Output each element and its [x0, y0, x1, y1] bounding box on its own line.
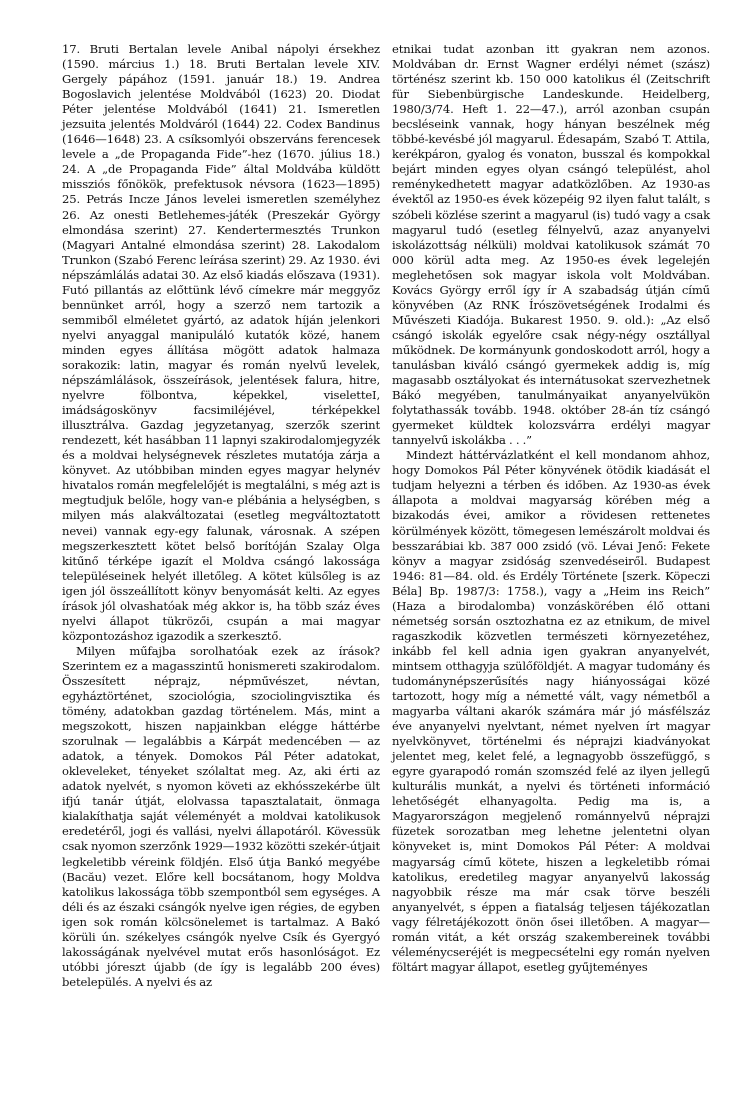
right-column [392, 42, 710, 990]
left-column [62, 42, 380, 990]
book-review-page [62, 42, 710, 990]
left-column-paragraph-1: 17. Bruti Bertalan levele Anibal nápolyi érsekhez (1590. március 1.) 18. Bruti Bertalan levele XIV. Gergely pápához (1591. január 18.) 19. Andrea Bogoslavich jelentése Moldvából (1623) 20. Diodat Péter jelentése Moldvából (1641) 21. Ismeretlen jezsuita jelentés Moldváról (1644) 22. Codex Bandinus (1646—1648) 23. A csíksomlyói obszerváns ferencesek levele a „de Propaganda Fide”-hez (1670. július 18.) 24. A „de Propaganda Fide” által Moldvába küldött missziós főnökök, prefektusok névsora (1623—1895) 25. Petrás Incze János levelei ismeretlen személyhez 26. Az onesti Betlehemes-játék (Preszekár György elmondása szerint) 27. Kendertermesztés Trunkon (Magyari Antalné elmondása szerint) 28. Lakodalom Trunkon (Szabó Ferenc leírása szerint) 29. Az 1930. évi népszámlálás adatai 30. Az első kiadás előszava (1931). Futó pillantás az előttünk lévő címekre már meggyőz bennünket arról, hogy a szerző nem tartozik a semmiből elméletet gyártó, az adatok híján jelenkori nyelvi anyaggal manipuláló kutatók közé, hanem minden egyes állítása mögött adatok halmaza sorakozik: latin, magyar és román nyelvű levelek, népszámlálások, összeírások, jelentések falura, hitre, nyelvre fölbontva, képekkel, viseletteI, imádságoskönyv facsimiléjével, térképekkel illusztrálva. Gazdag jegyzetanyag, szerzők szerint rendezett, két hasábban 11 lapnyi szakirodalomjegyzék és a moldvai helységnevek részletes mutatója zárja a könyvet. Az utóbbiban minden egyes magyar helynév hivatalos román megfelelőjét is megtalálni, s még azt is megtudjuk belőle, hogy van-e plébánia a helységben, s milyen más alakváltozatai (esetleg megváltoztatott nevei) vannak egy-egy falunak, városnak. A szépen megszerkesztett kötet belső borítóján Szalay Olga kitűnő térképe igazít el Moldva csángó lakossága településeinek helyét illetőleg. A kötet külsőleg is az igen jól összeállított könyv benyomását kelti. Az egyes írások jól olvashatóak még akkor is, ha több száz éves nyelvi állapot tükrözői, csupán a mai magyar központozáshoz igazodik a szerkesztő. [62, 42, 380, 643]
right-column-paragraph-2: Mindezt háttérvázlatként el kell mondanom ahhoz, hogy Domokos Pál Péter könyvének ötödik kiadását el tudjam helyezni a térben és időben. Az 1930-as évek állapota a moldvai magyarság körében még a bizakodás évei, amikor a rövidesen rettenetes körülmények között, tömegesen lemészárolt moldvai és besszarábiai kb. 387 000 zsidó (vö. Lévai Jenő: Fekete könyv a magyar zsidóság szenvedéseiről. Budapest 1946: 81—84. old. és Erdély Története [szerk. Köpeczi Béla] Bp. 1987/3: 1758.), vagy a „Heim ins Reich” (Haza a birodalomba) vonzáskörében élő ottani németség sorsán osztozhatna ez az etnikum, de mivel ragaszkodik közvetlen természeti környezetéhez, inkább fel kell adnia igen gyakran anyanyelvét, mintsem otthagyja szülőföldjét. A magyar tudomány és tudománynépszerűsítés nagy hiányosságai közé tartozott, hogy míg a németté vált, vagy németből a magyarba váltani akarók számára már jó másfélszáz éve anyanyelvi nyelvtant, német nyelven írt magyar nyelvkönyvet, történelmi és néprajzi kiadványokat jelentet meg, kelet felé, a legnagyobb összefüggő, s egyre gyarapodó román szomszéd felé az ilyen jellegű kulturális munkát, a nyelvi és történeti információ lehetőségét elhanyagolta. Pedig ma is, a Magyarországon megjelenő románnyelvű néprajzi füzetek sorozatban meg lehetne jelentetni olyan könyveket is, mint Domokos Pál Péter: A moldvai magyarság című kötete, hiszen a legkeletibb római katolikus, eredetileg magyar anyanyelvű lakosság nagyobbik része ma már csak törve beszéli anyanyelvét, s éppen a fiatalság teljesen tájékozatlan vagy félretájékozott önön ősei illetőben. A magyar—román vitát, a két ország szakembereinek további véleménycseréjét is megpecsételni egy román nyelven föltárt magyar állapot, esetleg gyűjteményes [392, 448, 710, 974]
left-column-paragraph-2: Milyen műfajba sorolhatóak ezek az írások? Szerintem ez a magasszintű honismereti szakirodalom. Összesített néprajz, népművészet, névtan, egyháztörténet, szociológia, szociolingvisztika és tömény, adatokban gazdag történelem. Más, mint a megszokott, hiszen napjainkban elégge háttérbe szorulnak — legalábbis a Kárpát medencében — az adatok, a tények. Domokos Pál Péter adatokat, okleveleket, tényeket szólaltat meg. Az, aki érti az adatok nyelvét, s nyomon követi az ekhósszekérbe ült ifjú tanár útját, elolvassa tapasztalatait, önmaga kialakíthatja saját véleményét a moldvai katolikusok eredetéről, jogi és vallási, nyelvi állapotáról. Kövessük csak nyomon szerzőnk 1929—1932 közötti szekér-útjait legkeletibb véreink földjén. Első útja Bankó megyébe (Bacău) vezet. Előre kell bocsátanom, hogy Moldva katolikus lakossága több szempontból sem egységes. A déli és az északi csángók nyelve igen régies, de egyben igen sok román kölcsönelemet is tartalmaz. A Bakó körüli ún. székelyes csángók nyelve Csík és Gyergyó lakosságának nyelvével mutat erős hasonlóságot. Ez utóbbi jóreszt újabb (de így is legalább 200 éves) betelepülés. A nyelvi és az [62, 643, 380, 989]
right-column-paragraph-1: etnikai tudat azonban itt gyakran nem azonos. Moldvában dr. Ernst Wagner erdélyi német (szász) történész szerint kb. 150 000 katolikus él (Zeitschrift für Siebenbürgische Landeskunde. Heidelberg, 1980/3/74. Heft 1. 22—47.), arról azonban csupán becsléseink vannak, hogy hányan beszélnek még többé-kevésbé jól magyarul. Édesapám, Szabó T. Attila, kerékpáron, gyalog és vonaton, busszal és kompokkal bejárt minden egyes olyan csángó települést, ahol reménykedhetett magyar adatközlőben. Az 1930-as évektől az 1950-es évek közepéig 92 ilyen falut talált, s szóbeli közlése szerint a magyarul (is) tudó vagy a csak magyarul tudó (esetleg félnyelvű, azaz anyanyelvi iskolázottság nélküli) moldvai katolikusok számát 70 000 körül adta meg. Az 1950-es évek legelején meglehetősen sok magyar iskola volt Moldvában. Kovács György erről így ír A szabadság útján című könyvében (Az RNK Írószövetségének Irodalmi és Művészeti Kiadója. Bukarest 1950. 9. old.): „Az első csángó iskolák egyelőre csak négy-négy osztállyal működnek. De kormányunk gondoskodott arról, hogy a tanulásban kiváló csángó gyermekek addig is, míg magasabb osztályokat és internátusokat szervezhetnek Bákó megyében, tanulmányaikat anyanyelvükön folytathassák tovább. 1948. október 28-án tíz csángó gyermeket küldtek kolozsvárra erdélyi magyar tannyelvű iskolákba . . .” [392, 42, 710, 448]
